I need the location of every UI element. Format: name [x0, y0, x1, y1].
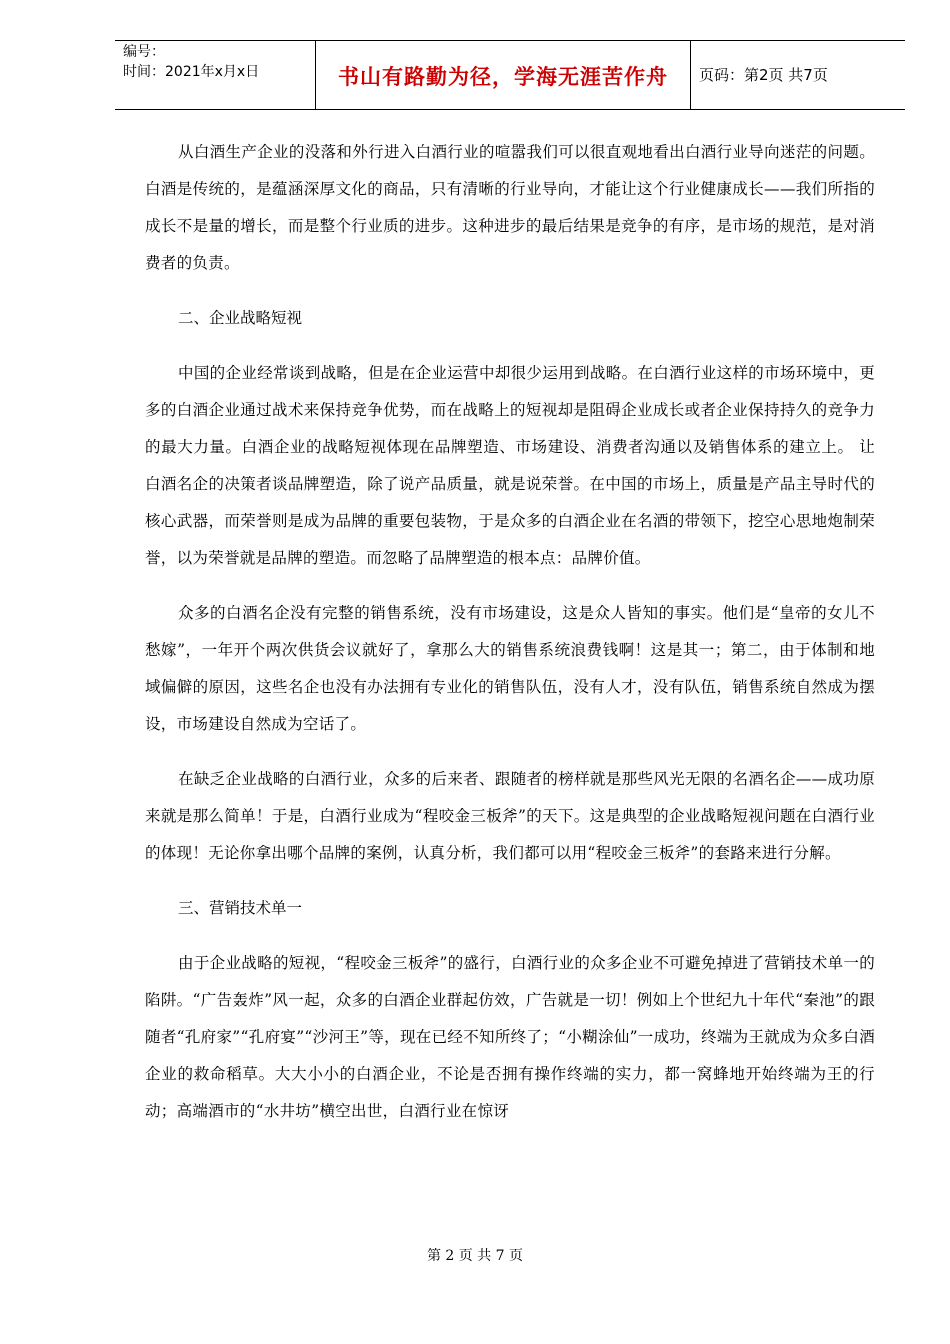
header-page-number: 页码：第2页 共7页: [699, 66, 828, 84]
section-heading-3: 三、营销技术单一: [178, 899, 303, 917]
section-heading-2: 二、企业战略短视: [178, 309, 303, 327]
page-header: [115, 40, 905, 110]
motto: 书山有路勤为径，学海无涯苦作舟: [338, 65, 668, 89]
paragraph-1: 从白酒生产企业的没落和外行进入白酒行业的喧嚣我们可以很直观地看出白酒行业导向迷茫的问题。白酒是传统的，是蕴涵深厚文化的商品，只有清晰的行业导向，才能让这个行业健康成长——我们所指的成长不是量的增长，而是整个行业质的进步。这种进步的最后结果是竞争的有序，是市场的规范，是对消费者的负责。: [145, 143, 875, 272]
footer-page-number: 第 2 页 共 7 页: [426, 1248, 524, 1264]
paragraph-5: 由于企业战略的短视，“程咬金三板斧”的盛行，白酒行业的众多企业不可避免掉进了营销技术单一的陷阱。“广告轰炸”风一起，众多的白酒企业群起仿效，广告就是一切！例如上个世纪九十年代“秦池”的跟随者“孔府家”“孔府宴”“沙河王”等，现在已经不知所终了；“小糊涂仙”一成功，终端为王就成为众多白酒企业的救命稻草。大大小小的白酒企业，不论是否拥有操作终端的实力，都一窝蜂地开始终端为王的行动；高端酒市的“水井坊”横空出世，白酒行业在惊讶: [145, 954, 875, 1120]
header-meta-cell: [115, 41, 316, 109]
serial-label: 编号：: [123, 44, 165, 60]
header-page-cell: [691, 41, 905, 109]
header-motto-cell: [316, 41, 691, 109]
paragraph-4: 在缺乏企业战略的白酒行业，众多的后来者、跟随者的榜样就是那些风光无限的名酒名企——成功原来就是那么简单！于是，白酒行业成为“程咬金三板斧”的天下。这是典型的企业战略短视问题在白酒行业的体现！无论你拿出哪个品牌的案例，认真分析，我们都可以用“程咬金三板斧”的套路来进行分解。: [145, 770, 875, 862]
document-body: [145, 134, 875, 1148]
paragraph-2: 中国的企业经常谈到战略，但是在企业运营中却很少运用到战略。在白酒行业这样的市场环境中，更多的白酒企业通过战术来保持竞争优势，而在战略上的短视却是阻碍企业成长或者企业保持持久的竞争力的最大力量。白酒企业的战略短视体现在品牌塑造、市场建设、消费者沟通以及销售体系的建立上。 让白酒名企的决策者谈品牌塑造，除了说产品质量，就是说荣誉。在中国的市场上，质量是产品主导时代的核心武器，而荣誉则是成为品牌的重要包装物，于是众多的白酒企业在名酒的带领下，挖空心思地炮制荣誉，以为荣誉就是品牌的塑造。而忽略了品牌塑造的根本点：品牌价值。: [145, 364, 875, 567]
time-label: 时间：2021年x月x日: [123, 64, 260, 80]
paragraph-3: 众多的白酒名企没有完整的销售系统，没有市场建设，这是众人皆知的事实。他们是“皇帝的女儿不愁嫁”，一年开个两次供货会议就好了，拿那么大的销售系统浪费钱啊！这是其一；第二，由于体制和地域偏僻的原因，这些名企也没有办法拥有专业化的销售队伍，没有人才，没有队伍，销售系统自然成为摆设，市场建设自然成为空话了。: [145, 604, 875, 733]
page-footer: [0, 1247, 950, 1265]
